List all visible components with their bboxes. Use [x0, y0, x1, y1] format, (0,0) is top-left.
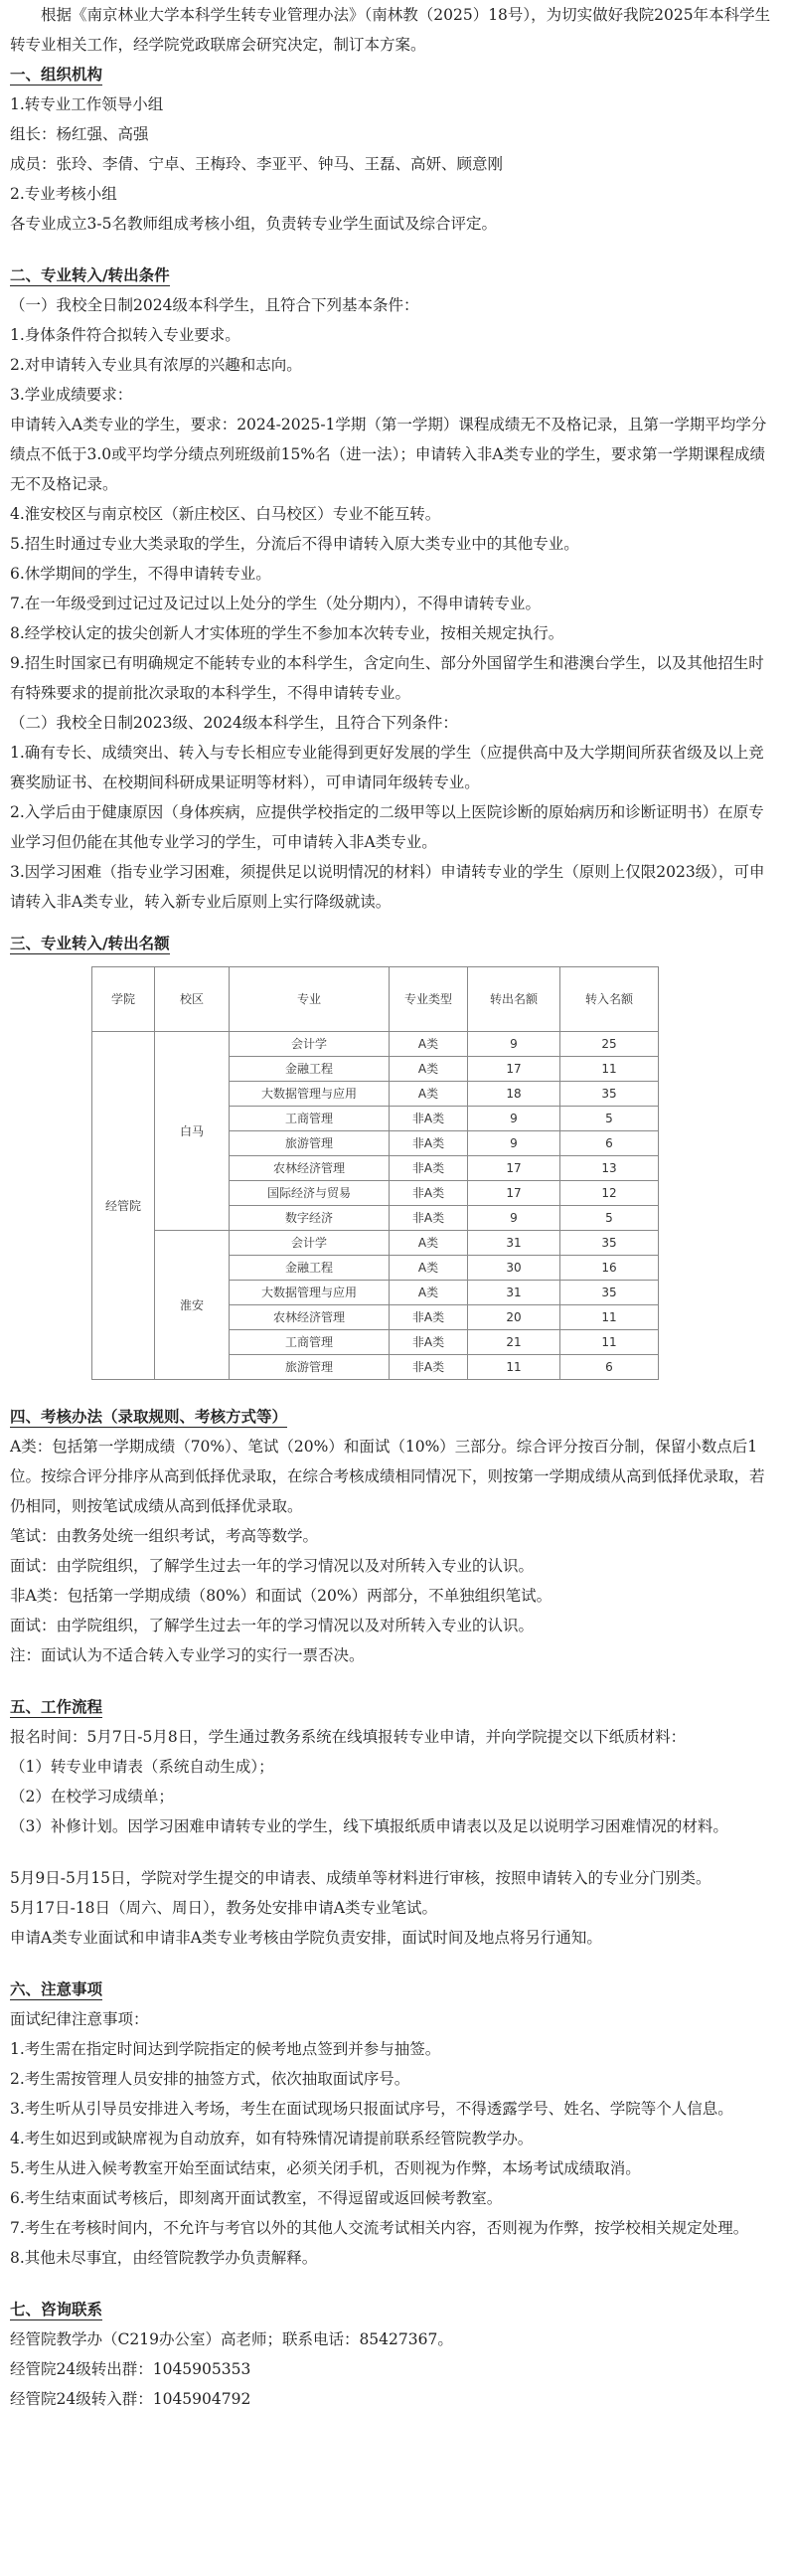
- contact-group-out: 经管院24级转出群：1045905353: [10, 2360, 251, 2378]
- sec6-line: 2.考生需按管理人员安排的抽签方式，依次抽取面试序号。: [10, 2070, 410, 2088]
- header-major: 专业: [230, 967, 390, 1032]
- in-cell: 16: [560, 1256, 659, 1281]
- in-cell: 35: [560, 1281, 659, 1305]
- type-cell: 非A类: [390, 1131, 468, 1156]
- in-cell: 11: [560, 1057, 659, 1082]
- sec1-line: 2.专业考核小组: [10, 185, 117, 203]
- in-cell: 12: [560, 1181, 659, 1206]
- major-cell: 农林经济管理: [230, 1156, 390, 1181]
- in-cell: 5: [560, 1107, 659, 1131]
- in-cell: 5: [560, 1206, 659, 1231]
- type-cell: 非A类: [390, 1305, 468, 1330]
- table-row: [92, 1231, 659, 1256]
- in-cell: 6: [560, 1355, 659, 1380]
- major-cell: 会计学: [230, 1231, 390, 1256]
- sec2-line: （二）我校全日制2023级、2024级本科学生，且符合下列条件：: [10, 714, 458, 732]
- section-heading-notes: 六、注意事项: [10, 1980, 103, 1998]
- out-cell: 30: [468, 1256, 560, 1281]
- out-cell: 31: [468, 1281, 560, 1305]
- sec2-line: 6.休学期间的学生，不得申请转专业。: [10, 565, 271, 583]
- sec2-line: 申请转入A类专业的学生，要求：2024-2025-1学期（第一学期）课程成绩无不及格记录，且第一学期平均学分绩点不低于3.0或平均学分绩点列班级前15%名（进一法）；申请转入非A类专业的学生，要求第一学期课程成绩无不及格记录。: [10, 416, 767, 493]
- sec6-line: 面试纪律注意事项：: [10, 2010, 149, 2028]
- sec6-line: 3.考生听从引导员安排进入考场，考生在面试现场只报面试序号，不得透露学号、姓名、学院等个人信息。: [10, 2100, 733, 2118]
- major-cell: 金融工程: [230, 1057, 390, 1082]
- type-cell: 非A类: [390, 1181, 468, 1206]
- major-cell: 大数据管理与应用: [230, 1281, 390, 1305]
- out-cell: 17: [468, 1156, 560, 1181]
- major-cell: 旅游管理: [230, 1355, 390, 1380]
- sec6-line: 5.考生从进入候考教室开始至面试结束，必须关闭手机，否则视为作弊，本场考试成绩取消。: [10, 2159, 641, 2177]
- sec1-line: 成员：张玲、李倩、宁卓、王梅玲、李亚平、钟马、王磊、高妍、顾意刚: [10, 155, 504, 173]
- type-cell: A类: [390, 1281, 468, 1305]
- sec6-line: 1.考生需在指定时间达到学院指定的候考地点签到并参与抽签。: [10, 2040, 441, 2058]
- major-cell: 大数据管理与应用: [230, 1082, 390, 1107]
- in-cell: 6: [560, 1131, 659, 1156]
- major-cell: 工商管理: [230, 1330, 390, 1355]
- in-cell: 35: [560, 1082, 659, 1107]
- sec2-line: 2.对申请转入专业具有浓厚的兴趣和志向。: [10, 356, 302, 374]
- section-heading-conditions: 二、专业转入/转出条件: [10, 266, 170, 284]
- section-heading-workflow: 五、工作流程: [10, 1698, 103, 1716]
- campus-cell: 白马: [155, 1032, 230, 1231]
- out-cell: 17: [468, 1057, 560, 1082]
- sec5-line: 5月17日-18日（周六、周日），教务处安排申请A类专业笔试。: [10, 1899, 437, 1917]
- header-campus: 校区: [155, 967, 230, 1032]
- sec2-line: 3.学业成绩要求：: [10, 386, 133, 404]
- header-transfer-in: 转入名额: [560, 967, 659, 1032]
- major-cell: 国际经济与贸易: [230, 1181, 390, 1206]
- in-cell: 11: [560, 1330, 659, 1355]
- out-cell: 9: [468, 1107, 560, 1131]
- out-cell: 21: [468, 1330, 560, 1355]
- sec5-line: 报名时间：5月7日-5月8日，学生通过教务系统在线填报转专业申请，并向学院提交以下纸质材料：: [10, 1728, 687, 1746]
- sec4-line: 注：面试认为不适合转入专业学习的实行一票否决。: [10, 1646, 365, 1664]
- out-cell: 9: [468, 1131, 560, 1156]
- sec1-line: 各专业成立3-5名教师组成考核小组，负责转专业学生面试及综合评定。: [10, 215, 497, 233]
- type-cell: 非A类: [390, 1156, 468, 1181]
- major-cell: 工商管理: [230, 1107, 390, 1131]
- contact-line: 经管院教学办（C219办公室）高老师；联系电话：85427367。: [10, 2330, 453, 2348]
- section-heading-organization: 一、组织机构: [10, 66, 103, 84]
- type-cell: A类: [390, 1231, 468, 1256]
- sec2-line: 5.招生时通过专业大类录取的学生，分流后不得申请转入原大类专业中的其他专业。: [10, 535, 579, 553]
- contact-group-in: 经管院24级转入群：1045904792: [10, 2390, 251, 2408]
- sec5-line: （1）转专业申请表（系统自动生成）；: [10, 1758, 274, 1776]
- major-cell: 金融工程: [230, 1256, 390, 1281]
- sec5-line: （3）补修计划。因学习困难申请转专业的学生，线下填报纸质申请表以及足以说明学习困难情况的材料。: [10, 1817, 728, 1835]
- out-cell: 9: [468, 1206, 560, 1231]
- in-cell: 11: [560, 1305, 659, 1330]
- sec5-line: 5月9日-5月15日，学院对学生提交的申请表、成绩单等材料进行审核，按照申请转入的专业分门别类。: [10, 1869, 711, 1887]
- type-cell: A类: [390, 1082, 468, 1107]
- type-cell: 非A类: [390, 1107, 468, 1131]
- sec2-line: 9.招生时国家已有明确规定不能转专业的本科学生，含定向生、部分外国留学生和港澳台学生，以及其他招生时有特殊要求的提前批次录取的本科学生，不得申请转专业。: [10, 654, 764, 702]
- quota-table: [91, 966, 659, 1380]
- sec6-line: 4.考生如迟到或缺席视为自动放弃，如有特殊情况请提前联系经管院教学办。: [10, 2130, 534, 2147]
- header-transfer-out: 转出名额: [468, 967, 560, 1032]
- major-cell: 旅游管理: [230, 1131, 390, 1156]
- college-cell: 经管院: [92, 1032, 155, 1380]
- major-cell: 数字经济: [230, 1206, 390, 1231]
- sec1-line: 组长：杨红强、高强: [10, 125, 149, 143]
- type-cell: 非A类: [390, 1330, 468, 1355]
- type-cell: A类: [390, 1032, 468, 1057]
- sec4-line: 面试：由学院组织，了解学生过去一年的学习情况以及对所转入专业的认识。: [10, 1617, 535, 1634]
- sec2-line: 2.入学后由于健康原因（身体疾病，应提供学校指定的二级甲等以上医院诊断的原始病历和诊断证明书）在原专业学习但仍能在其他专业学习的学生，可申请转入非A类专业。: [10, 803, 764, 851]
- sec6-line: 7.考生在考核时间内，不允许与考官以外的其他人交流考试相关内容，否则视为作弊，按学校相关规定处理。: [10, 2219, 749, 2237]
- out-cell: 17: [468, 1181, 560, 1206]
- sec2-line: 1.身体条件符合拟转入专业要求。: [10, 326, 240, 344]
- header-major-type: 专业类型: [390, 967, 468, 1032]
- sec2-line: 1.确有专长、成绩突出、转入与专长相应专业能得到更好发展的学生（应提供高中及大学期间所获省级及以上竞赛奖励证书、在校期间科研成果证明等材料），可申请同年级转专业。: [10, 744, 764, 791]
- type-cell: A类: [390, 1256, 468, 1281]
- out-cell: 31: [468, 1231, 560, 1256]
- table-header-row: [92, 967, 659, 1032]
- sec4-line: 非A类：包括第一学期成绩（80%）和面试（20%）两部分，不单独组织笔试。: [10, 1587, 552, 1605]
- header-college: 学院: [92, 967, 155, 1032]
- sec4-line: 笔试：由教务处统一组织考试，考高等数学。: [10, 1527, 319, 1545]
- sec5-line: 申请A类专业面试和申请非A类专业考核由学院负责安排，面试时间及地点将另行通知。: [10, 1929, 602, 1947]
- out-cell: 11: [468, 1355, 560, 1380]
- section-heading-assessment: 四、考核办法（录取规则、考核方式等）: [10, 1408, 288, 1426]
- out-cell: 18: [468, 1082, 560, 1107]
- table-row: [92, 1032, 659, 1057]
- intro-paragraph: 根据《南京林业大学本科学生转专业管理办法》（南林教（2025）18号），为切实做好我院2025年本科学生转专业相关工作，经学院党政联席会研究决定，制订本方案。: [10, 6, 771, 54]
- sec2-line: 4.淮安校区与南京校区（新庄校区、白马校区）专业不能互转。: [10, 505, 441, 523]
- out-cell: 9: [468, 1032, 560, 1057]
- in-cell: 13: [560, 1156, 659, 1181]
- type-cell: 非A类: [390, 1355, 468, 1380]
- section-heading-quota: 三、专业转入/转出名额: [10, 935, 170, 952]
- major-cell: 农林经济管理: [230, 1305, 390, 1330]
- sec4-line: A类：包括第一学期成绩（70%）、笔试（20%）和面试（10%）三部分。综合评分按百分制，保留小数点后1位。按综合评分排序从高到低择优录取，在综合考核成绩相同情况下，则按第一学期成绩从高到低择优录取，若仍相同，则按笔试成绩从高到低择优录取。: [10, 1438, 765, 1515]
- campus-cell: 淮安: [155, 1231, 230, 1380]
- in-cell: 35: [560, 1231, 659, 1256]
- sec4-line: 面试：由学院组织，了解学生过去一年的学习情况以及对所转入专业的认识。: [10, 1557, 535, 1575]
- sec2-line: 3.因学习困难（指专业学习困难，须提供足以说明情况的材料）申请转专业的学生（原则上仅限2023级），可申请转入非A类专业，转入新专业后原则上实行降级就读。: [10, 863, 765, 911]
- sec5-line: （2）在校学习成绩单；: [10, 1788, 174, 1805]
- major-cell: 会计学: [230, 1032, 390, 1057]
- sec1-line: 1.转专业工作领导小组: [10, 95, 164, 113]
- sec2-line: 8.经学校认定的拔尖创新人才实体班的学生不参加本次转专业，按相关规定执行。: [10, 624, 564, 642]
- in-cell: 25: [560, 1032, 659, 1057]
- sec6-line: 6.考生结束面试考核后，即刻离开面试教室，不得逗留或返回候考教室。: [10, 2189, 503, 2207]
- type-cell: A类: [390, 1057, 468, 1082]
- sec2-line: 7.在一年级受到过记过及记过以上处分的学生（处分期内），不得申请转专业。: [10, 595, 542, 612]
- out-cell: 20: [468, 1305, 560, 1330]
- sec2-line: （一）我校全日制2024级本科学生，且符合下列基本条件：: [10, 296, 419, 314]
- sec6-line: 8.其他未尽事宜，由经管院教学办负责解释。: [10, 2249, 318, 2267]
- type-cell: 非A类: [390, 1206, 468, 1231]
- section-heading-contact: 七、咨询联系: [10, 2301, 103, 2318]
